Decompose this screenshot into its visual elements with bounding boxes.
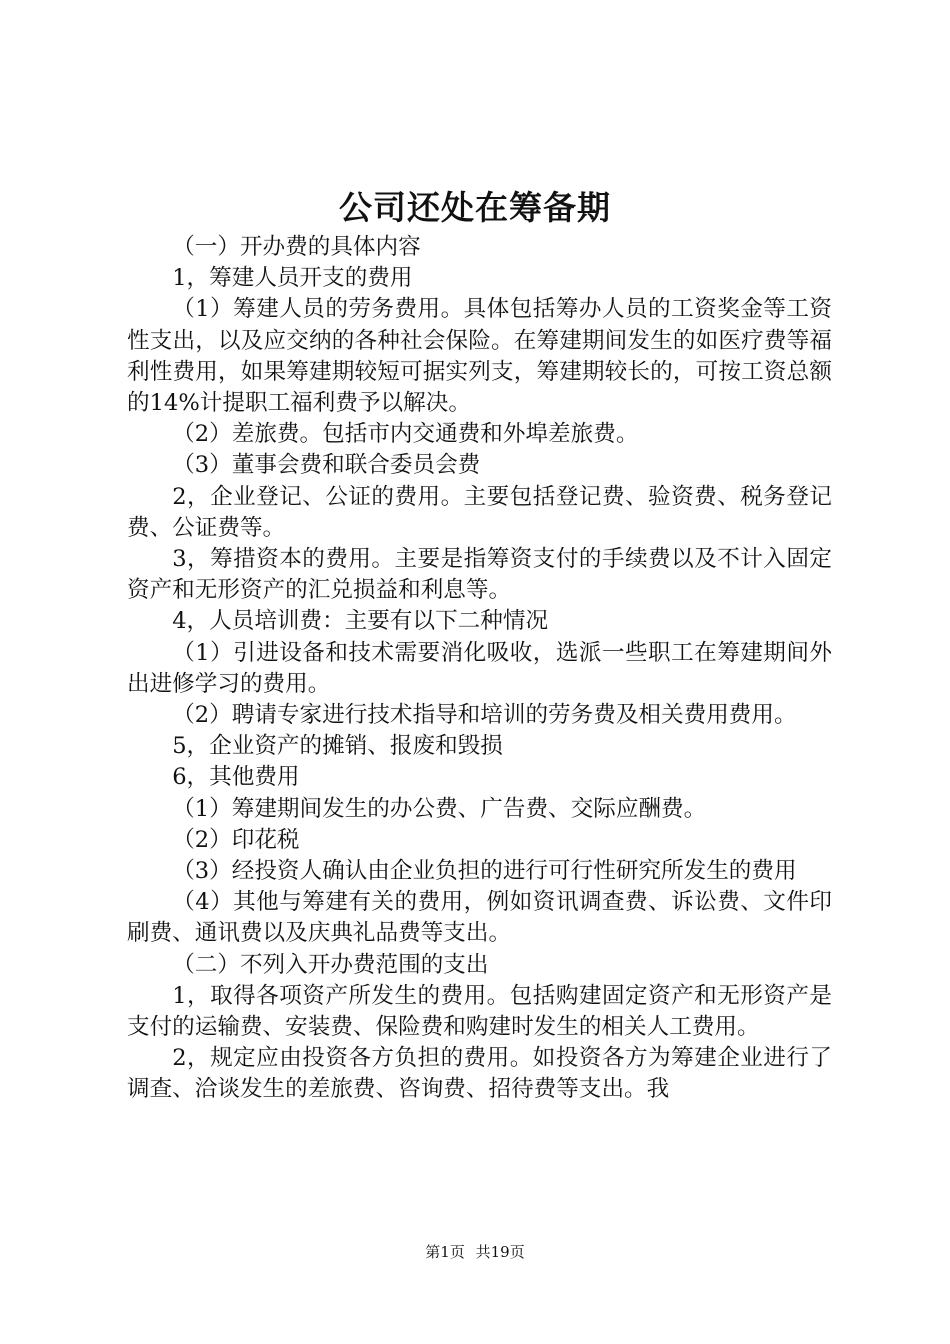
- paragraph: 1，筹建人员开支的费用: [172, 265, 413, 292]
- page-total: 共19页: [475, 1243, 525, 1261]
- paragraph: 5，企业资产的摊销、报废和毁损: [172, 733, 503, 760]
- paragraph: （3）董事会费和联合委员会费: [172, 452, 481, 479]
- paragraph: （1）引进设备和技术需要消化吸收，选派一些职工在筹建期间外出进修学习的费用。: [127, 639, 832, 697]
- paragraph: 4，人员培训费：主要有以下二种情况: [172, 608, 549, 635]
- document-title: 公司还处在筹备期: [339, 188, 611, 227]
- paragraph: （一）开办费的具体内容: [172, 234, 421, 260]
- page-footer: [0, 1242, 950, 1262]
- paragraph: 6，其他费用: [172, 764, 300, 791]
- paragraph: （1）筹建人员的劳务费用。具体包括筹办人员的工资奖金等工资性支出，以及应交纳的各种社会保险。在筹建期间发生的如医疗费等福利性费用，如果筹建期较短可据实列支，筹建期较长的，可按工资总额的14%计提职工福利费予以解决。: [127, 296, 832, 417]
- paragraph: （4）其他与筹建有关的费用，例如资讯调查费、诉讼费、文件印刷费、通讯费以及庆典礼品费等支出。: [127, 889, 832, 947]
- page-number: 第1页: [425, 1243, 465, 1261]
- document-body: [127, 232, 832, 1106]
- paragraph: 1，取得各项资产所发生的费用。包括购建固定资产和无形资产是支付的运输费、安装费、保险费和购建时发生的相关人工费用。: [127, 982, 832, 1041]
- paragraph: （3）经投资人确认由企业负担的进行可行性研究所发生的费用: [172, 858, 797, 885]
- paragraph: 2，企业登记、公证的费用。主要包括登记费、验资费、税务登记费、公证费等。: [127, 483, 832, 541]
- paragraph: （1）筹建期间发生的办公费、广告费、交际应酬费。: [172, 795, 707, 822]
- paragraph: （2）聘请专家进行技术指导和培训的劳务费及相关费用费用。: [172, 702, 797, 729]
- paragraph: 3，筹措资本的费用。主要是指筹资支付的手续费以及不计入固定资产和无形资产的汇兑损益和利息等。: [127, 546, 832, 604]
- paragraph: 2，规定应由投资各方负担的费用。如投资各方为筹建企业进行了调查、洽谈发生的差旅费、咨询费、招待费等支出。我: [127, 1045, 832, 1103]
- paragraph: （二）不列入开办费范围的支出: [172, 951, 489, 978]
- paragraph: （2）印花税: [172, 826, 300, 853]
- paragraph: （2）差旅费。包括市内交通费和外埠差旅费。: [172, 421, 639, 448]
